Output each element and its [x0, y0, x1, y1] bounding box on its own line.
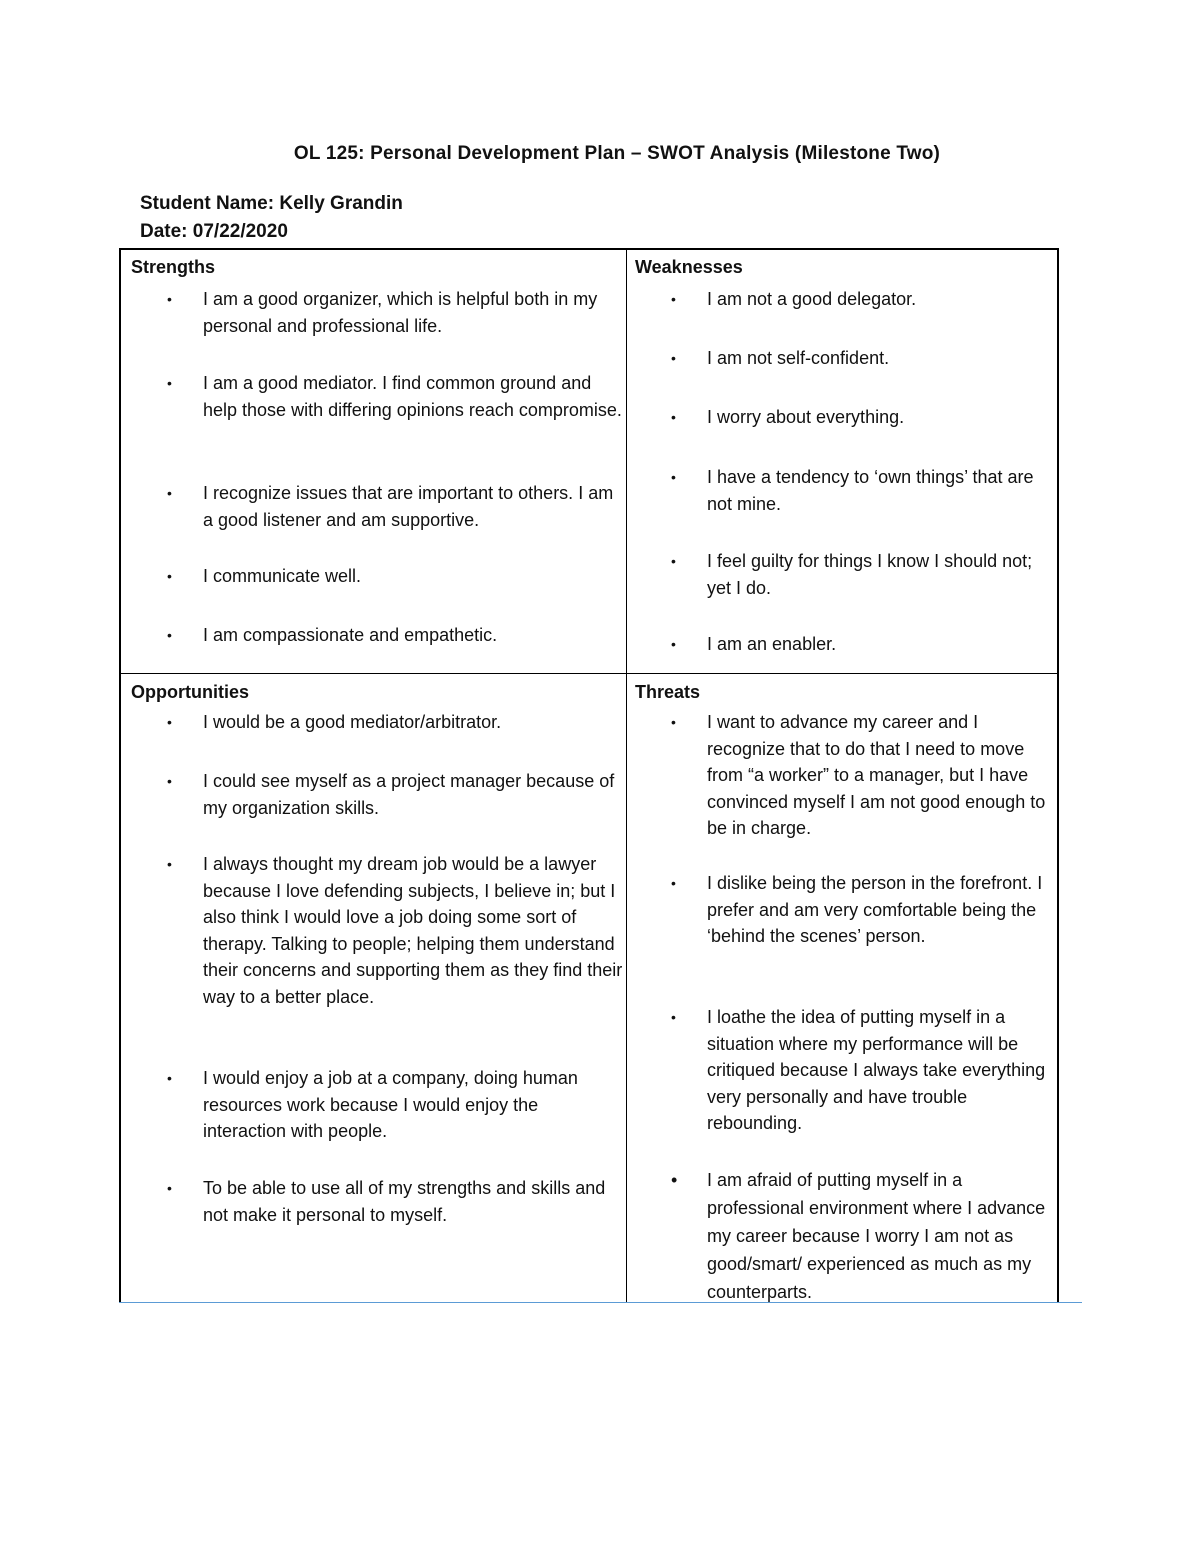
strength-item-text: I am a good organizer, which is helpful both in my personal and professional life. — [203, 289, 598, 336]
bullet-icon: • — [167, 291, 172, 307]
weakness-item-text: I feel guilty for things I know I should not; yet I do. — [707, 551, 1033, 598]
strength-item-text: I am a good mediator. I find common ground and help those with differing opinions reach compromise. — [203, 373, 622, 420]
threat-item-text: I dislike being the person in the forefront. I prefer and am very comfortable being the ‘behind the scenes’ person. — [707, 873, 1043, 946]
list-item — [635, 1004, 1057, 1137]
bullet-icon: • — [671, 409, 676, 425]
strength-item-text: I communicate well. — [203, 566, 362, 586]
opportunity-item-text: I could see myself as a project manager because of my organization skills. — [203, 771, 615, 818]
strength-item-text: I am compassionate and empathetic. — [203, 625, 498, 645]
threats-heading: Threats — [635, 682, 701, 702]
opportunity-item-text: I would be a good mediator/arbitrator. — [203, 712, 502, 732]
list-item — [131, 851, 626, 1010]
weakness-item-text: I have a tendency to ‘own things’ that are not mine. — [707, 467, 1034, 514]
bullet-icon: • — [167, 773, 172, 789]
document-title: OL 125: Personal Development Plan – SWOT Analysis (Milestone Two) — [293, 143, 941, 164]
threat-item-text: I loathe the idea of putting myself in a situation where my performance will be critiqued because I always take everything very personally and have trouble rebounding. — [707, 1007, 1046, 1133]
opportunity-item-text: I would enjoy a job at a company, doing human resources work because I would enjoy the interaction with people. — [203, 1068, 578, 1141]
list-item — [635, 286, 1057, 313]
list-item — [131, 622, 626, 649]
opportunity-item-text: To be able to use all of my strengths and skills and not make it personal to myself. — [203, 1178, 606, 1225]
bullet-icon: • — [167, 485, 172, 501]
list-item — [635, 548, 1057, 601]
strengths-cell — [131, 256, 626, 645]
list-item — [635, 345, 1057, 372]
bullet-icon: • — [167, 568, 172, 584]
row-divider — [121, 673, 1057, 674]
list-item — [131, 286, 626, 339]
opportunity-item-text: I always thought my dream job would be a lawyer because I love defending subjects, I believe in; but I also think I would love a job doing some sort of therapy. Talking to people; helping them understand their concerns and supporting them as they find their way to a better place. — [203, 854, 623, 1007]
bullet-icon: • — [671, 875, 676, 891]
list-item — [131, 480, 626, 533]
bullet-icon: • — [671, 469, 676, 485]
bullet-icon: • — [167, 1070, 172, 1086]
list-item — [131, 1175, 626, 1228]
bullet-icon: • — [671, 350, 676, 366]
bullet-icon: • — [671, 1170, 678, 1190]
column-divider — [626, 250, 627, 1302]
weaknesses-cell — [635, 256, 1057, 654]
strengths-heading: Strengths — [131, 257, 216, 277]
bullet-icon: • — [167, 856, 172, 872]
weakness-item-text: I am an enabler. — [707, 634, 837, 654]
threat-item-text: I am afraid of putting myself in a professional environment where I advance my career because I worry I am not as good/smart/ experienced as much as my counterparts. — [707, 1170, 1046, 1302]
bullet-icon: • — [671, 553, 676, 569]
bullet-icon: • — [671, 714, 676, 730]
list-item — [635, 709, 1057, 842]
threat-item-text: I want to advance my career and I recognize that to do that I need to move from “a worker” to a manager, but I have convinced myself I am not good enough to be in charge. — [707, 712, 1046, 838]
opportunities-heading: Opportunities — [131, 682, 249, 702]
swot-table — [119, 248, 1059, 1302]
list-item — [131, 563, 626, 590]
bullet-icon: • — [671, 636, 676, 652]
list-item — [131, 1065, 626, 1145]
opportunities-cell — [131, 681, 626, 1225]
weaknesses-heading: Weaknesses — [635, 257, 743, 277]
bullet-icon: • — [167, 714, 172, 730]
weakness-item-text: I am not self-confident. — [707, 348, 890, 368]
list-item — [635, 1166, 1057, 1306]
list-item — [131, 768, 626, 821]
bullet-icon: • — [167, 375, 172, 391]
bullet-icon: • — [167, 627, 172, 643]
weakness-item-text: I worry about everything. — [707, 407, 905, 427]
weakness-item-text: I am not a good delegator. — [707, 289, 917, 309]
document-date: Date: 07/22/2020 — [140, 221, 288, 242]
threats-cell — [635, 681, 1057, 1302]
strength-item-text: I recognize issues that are important to others. I am a good listener and am supportive. — [203, 483, 614, 530]
list-item — [635, 870, 1057, 950]
student-name: Student Name: Kelly Grandin — [140, 193, 403, 214]
list-item — [635, 631, 1057, 658]
bullet-icon: • — [671, 291, 676, 307]
list-item — [131, 709, 626, 736]
list-item — [635, 404, 1057, 431]
list-item — [131, 370, 626, 423]
bullet-icon: • — [671, 1009, 676, 1025]
page-bottom-rule — [119, 1302, 1082, 1303]
list-item — [635, 464, 1057, 517]
bullet-icon: • — [167, 1180, 172, 1196]
